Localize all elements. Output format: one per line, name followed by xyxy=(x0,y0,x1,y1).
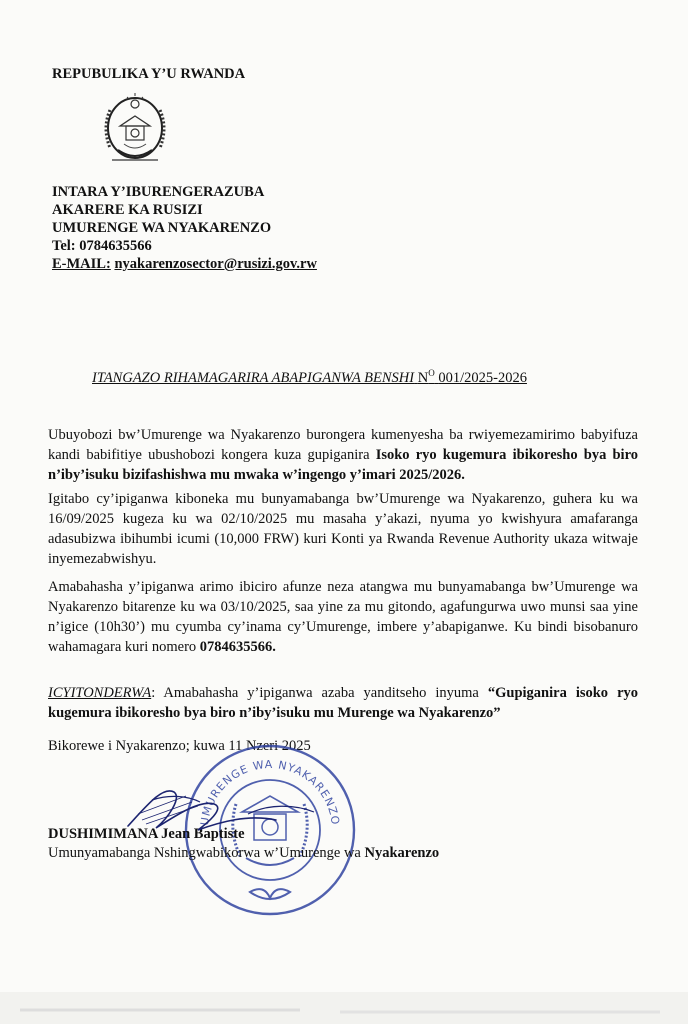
paragraph-submission: Amabahasha y’ipiganwa arimo ibiciro afunze neza atangwa mu bunyamabanga bw’Umurenge wa Nyakarenzo bitarenze ku wa 03/10/2025, saa yine za mu gitondo, agafungurwa uwo munsi saa yine n’igice (10h30’) mu cyumba cy’inama cy’Umurenge, imbere y’abapiganwe. Ku bindi bisobanuro wahamagara kuri nomero 0784635566. xyxy=(48,579,638,655)
signatory-role: Umunyamabanga Nshingwabikorwa w’Umurenge wa Nyakarenzo xyxy=(48,845,440,861)
bottom-bleed-through xyxy=(0,992,688,1024)
announcement-title xyxy=(92,368,527,387)
paragraph-intro: Ubuyobozi bw’Umurenge wa Nyakarenzo burongera kumenyesha ba rwiyemezamirimo babyifuza kandi babifitiye ubushobozi kongera kuza gupiganira Isoko ryo kugemura ibikoresho bya biro n’iby’isuku bizifashishwa mu mwaka w’ingengo y’imari 2025/2026. xyxy=(48,427,639,483)
republic-heading: REPUBULIKA Y’U RWANDA xyxy=(52,66,246,82)
paragraph-tender-document: Igitabo cy’ipiganwa kiboneka mu bunyamabanga bw’Umurenge wa Nyakarenzo, guhera ku wa 16/09/2025 kugeza ku wa 02/10/2025 mu masaha y’akazi, nyuma yo kwishyura amafaranga adasubizwa ibihumbi icumi (10,000 FRW) kuri Konti ya Rwanda Revenue Authority ukaza witwaje inyemezabwishyu. xyxy=(48,491,638,567)
telephone-line: Tel: 0784635566 xyxy=(52,238,152,254)
email-line xyxy=(52,255,317,273)
paragraph-note: ICYITONDERWA: Amabahasha y’ipiganwa azaba yanditseho inyuma “Gupiganira isoko ryo kugemura ibikoresho bya biro n’iby’isuku mu Murenge wa Nyakarenzo” xyxy=(48,685,638,721)
handwritten-signature xyxy=(108,774,328,844)
sector-heading: UMURENGE WA NYAKARENZO xyxy=(52,220,272,236)
note-label: ICYITONDERWA xyxy=(48,685,152,701)
title-number: $N^O$ 001/2025-2026 xyxy=(417,368,527,386)
province-heading: INTARA Y’IBURENGERAZUBA xyxy=(52,184,265,200)
signatory-name: DUSHIMIMANA Jean Baptiste xyxy=(48,826,245,842)
title-text: ITANGAZO RIHAMAGARIRA ABAPIGANWA BENSHI xyxy=(92,369,415,386)
email-label: E-MAIL: xyxy=(52,256,111,272)
district-heading: AKARERE KA RUSIZI xyxy=(52,202,203,218)
place-and-date: Bikorewe i Nyakarenzo; kuwa 11 Nzeri 2025 xyxy=(48,738,311,754)
email-link[interactable]: nyakarenzosector@rusizi.gov.rw xyxy=(114,256,317,272)
stamp-text: UMURENGE WA NYAKARENZO xyxy=(198,757,342,827)
national-emblem-seal xyxy=(98,90,172,170)
